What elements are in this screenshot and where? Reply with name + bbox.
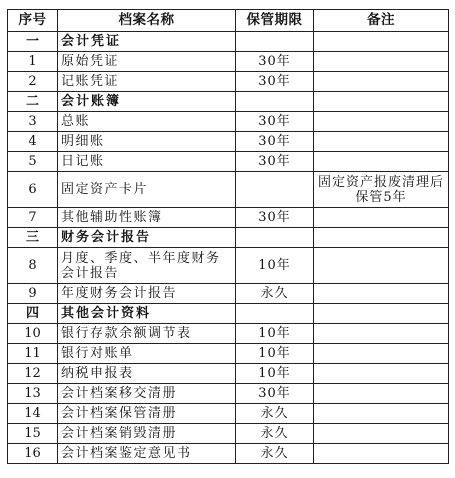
table-row — [8, 384, 449, 404]
row-name: 会计档案鉴定意见书 — [58, 444, 236, 464]
row-name: 日记账 — [58, 152, 236, 172]
row-note: 固定资产报废清理后保管5年 — [314, 172, 449, 208]
category-row — [8, 32, 449, 52]
row-term: 30年 — [236, 112, 314, 132]
row-no: 10 — [8, 324, 58, 344]
category-no: 三 — [8, 228, 58, 248]
row-note — [314, 324, 449, 344]
row-no: 13 — [8, 384, 58, 404]
row-no: 6 — [8, 172, 58, 208]
category-title: 会计账簿 — [58, 92, 236, 112]
row-term: 永久 — [236, 424, 314, 444]
row-term: 30年 — [236, 208, 314, 228]
row-no: 1 — [8, 52, 58, 72]
category-note-cell — [314, 92, 449, 112]
row-note — [314, 344, 449, 364]
row-no: 16 — [8, 444, 58, 464]
table-row — [8, 72, 449, 92]
row-note — [314, 384, 449, 404]
row-name: 年度财务会计报告 — [58, 284, 236, 304]
row-name: 其他辅助性账簿 — [58, 208, 236, 228]
table-row — [8, 324, 449, 344]
row-no: 7 — [8, 208, 58, 228]
table-row — [8, 444, 449, 464]
row-no: 14 — [8, 404, 58, 424]
table-row — [8, 284, 449, 304]
table-row — [8, 424, 449, 444]
row-note — [314, 284, 449, 304]
archive-retention-table — [7, 9, 449, 464]
row-note — [314, 112, 449, 132]
row-name: 固定资产卡片 — [58, 172, 236, 208]
table-row — [8, 208, 449, 228]
row-name: 会计档案保管清册 — [58, 404, 236, 424]
header-name: 档案名称 — [58, 10, 236, 32]
category-no: 四 — [8, 304, 58, 324]
row-term: 10年 — [236, 248, 314, 284]
row-no: 3 — [8, 112, 58, 132]
row-note — [314, 404, 449, 424]
row-term: 10年 — [236, 324, 314, 344]
row-note — [314, 444, 449, 464]
table-row — [8, 404, 449, 424]
row-note — [314, 132, 449, 152]
row-term: 10年 — [236, 364, 314, 384]
row-term: 永久 — [236, 444, 314, 464]
category-term-cell — [236, 32, 314, 52]
row-term: 30年 — [236, 152, 314, 172]
category-no: 一 — [8, 32, 58, 52]
row-note — [314, 364, 449, 384]
category-note-cell — [314, 32, 449, 52]
header-note: 备注 — [314, 10, 449, 32]
category-title: 会计凭证 — [58, 32, 236, 52]
row-name: 原始凭证 — [58, 52, 236, 72]
row-note — [314, 248, 449, 284]
table-row — [8, 52, 449, 72]
table-row — [8, 112, 449, 132]
category-term-cell — [236, 228, 314, 248]
row-no: 11 — [8, 344, 58, 364]
table-header-row — [8, 10, 449, 32]
category-no: 二 — [8, 92, 58, 112]
table-row — [8, 132, 449, 152]
row-term: 10年 — [236, 344, 314, 364]
category-title: 财务会计报告 — [58, 228, 236, 248]
row-note — [314, 424, 449, 444]
row-note — [314, 52, 449, 72]
row-name: 纳税申报表 — [58, 364, 236, 384]
category-note-cell — [314, 228, 449, 248]
header-term: 保管期限 — [236, 10, 314, 32]
header-no: 序号 — [8, 10, 58, 32]
row-no: 12 — [8, 364, 58, 384]
row-term: 永久 — [236, 284, 314, 304]
row-term: 30年 — [236, 52, 314, 72]
category-row — [8, 92, 449, 112]
table-row — [8, 172, 449, 208]
row-no: 5 — [8, 152, 58, 172]
category-row — [8, 228, 449, 248]
row-name: 月度、季度、半年度财务会计报告 — [58, 248, 236, 284]
category-title: 其他会计资料 — [58, 304, 236, 324]
row-term: 30年 — [236, 132, 314, 152]
row-term: 永久 — [236, 404, 314, 424]
table-row — [8, 152, 449, 172]
row-name: 会计档案销毁清册 — [58, 424, 236, 444]
row-name: 明细账 — [58, 132, 236, 152]
row-no: 8 — [8, 248, 58, 284]
row-name: 记账凭证 — [58, 72, 236, 92]
table-row — [8, 248, 449, 284]
row-note — [314, 208, 449, 228]
category-term-cell — [236, 304, 314, 324]
row-note — [314, 72, 449, 92]
table-row — [8, 344, 449, 364]
table-row — [8, 364, 449, 384]
row-name: 银行对账单 — [58, 344, 236, 364]
row-no: 4 — [8, 132, 58, 152]
row-term: 30年 — [236, 72, 314, 92]
row-no: 2 — [8, 72, 58, 92]
category-row — [8, 304, 449, 324]
row-no: 9 — [8, 284, 58, 304]
row-note — [314, 152, 449, 172]
row-no: 15 — [8, 424, 58, 444]
row-term — [236, 172, 314, 208]
row-name: 会计档案移交清册 — [58, 384, 236, 404]
row-term: 30年 — [236, 384, 314, 404]
row-name: 总账 — [58, 112, 236, 132]
category-note-cell — [314, 304, 449, 324]
category-term-cell — [236, 92, 314, 112]
row-name: 银行存款余额调节表 — [58, 324, 236, 344]
